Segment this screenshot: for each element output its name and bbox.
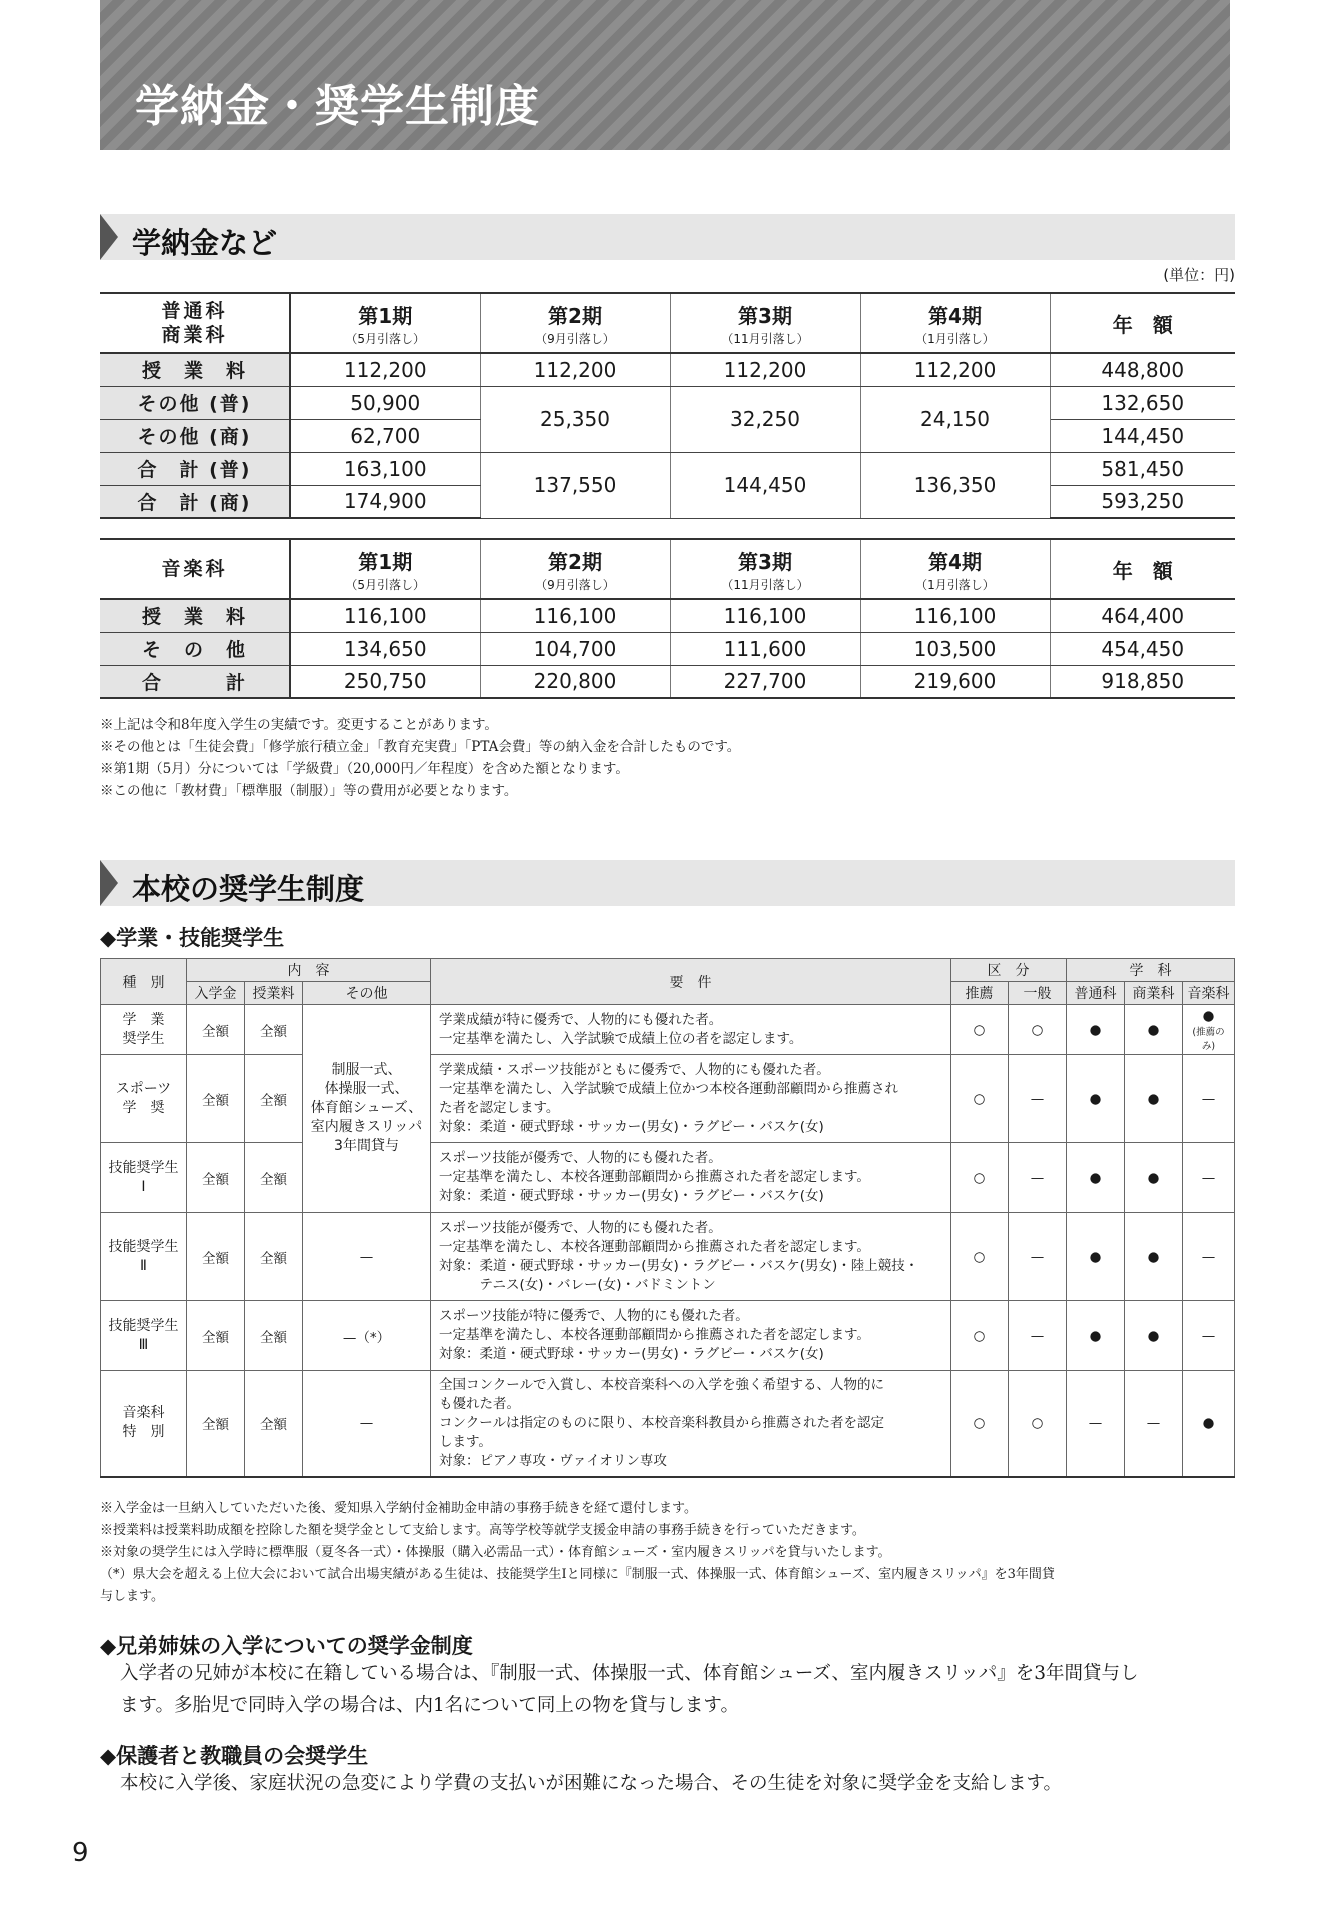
fee-table-ongaku xyxy=(100,538,1235,699)
table-row: スポーツ 学 奨 全額 全額 学業成績・スポーツ技能がともに優秀で、人物的にも優れた者。 一定基準を満たし、入学試験で成績上位かつ本校各運動部顧問から推薦され た者を認定します。 対象：柔道・硬式野球・サッカー(男女)・ラグビー・バスケ(女) ○ — ● ● — xyxy=(101,1055,1235,1143)
period-3-header: 第3期 （11月引落し） xyxy=(670,293,860,353)
sibling-heading: ◆兄弟姉妹の入学についての奨学金制度 xyxy=(100,1634,473,1658)
period-2-header: 第2期 （9月引落し） xyxy=(480,293,670,353)
header-category: 区 分 xyxy=(951,959,1067,982)
fee-notes: ※上記は令和8年度入学生の実績です。変更することがあります。 ※その他とは「生徒会費」「修学旅行積立金」「教育充実費」「PTA会費」等の納入金を合計したものです。 ※第1期（5月）分については「学級費」（20,000円／年程度）を含めた額となります。 ※この他に「教材費」「標準服（制服）」等の費用が必要となります。 xyxy=(100,717,741,799)
header-futsu: 普通科 xyxy=(1067,982,1125,1005)
table-row: 音楽科 特 別 全額 全額 — 全国コンクールで入賞し、本校音楽科への入学を強く希望する、人物的に も優れた者。 コンクールは指定のものに限り、本校音楽科教員から推薦された者を認定 します。 対象：ピアノ専攻・ヴァイオリン専攻 ○ ○ — — ● xyxy=(101,1371,1235,1477)
header-type: 種 別 xyxy=(101,959,187,1005)
header-requirements: 要 件 xyxy=(431,959,951,1005)
scholarship-notes: ※入学金は一旦納入していただいた後、愛知県入学納付金補助金申請の事務手続きを経て還付します。 ※授業料は授業料助成額を控除した額を奨学金として支給します。高等学校等就学支援金申請の事務手続きを行っていただきます。 ※対象の奨学生には入学時に標準服（夏冬各一式）・体操服（購入必需品一式）・体育館シューズ・室内履きスリッパを貸与いたします。 （*）県大会を超える上位大会において試合出場実績がある生徒は、技能奨学生Ⅰと同様に『制服一式、体操服一式、体育館シューズ、室内履きスリッパ』を3年間貸 与します。 xyxy=(100,1501,1055,1604)
sibling-text: 入学者の兄姉が本校に在籍している場合は、『制服一式、体操服一式、体育館シューズ、室内履きスリッパ』を3年間貸与し ます。多胎児で同時入学の場合は、内1名について同上の物を貸与します。 xyxy=(120,1663,1139,1716)
page-title: 学納金・奨学生制度 xyxy=(135,81,540,132)
table-row: 授 業 料 112,200 112,200 112,200 112,200 448,800 xyxy=(100,353,1235,386)
period-4-header: 第4期 （1月引落し） xyxy=(860,539,1050,599)
section-arrow-icon xyxy=(100,214,118,260)
table-row: そ の 他 134,650 104,700 111,600 103,500 454,450 xyxy=(100,632,1235,665)
guardian-text: 本校に入学後、家庭状況の急変により学費の支払いが困難になった場合、その生徒を対象に奨学金を支給します。 xyxy=(120,1773,1063,1794)
table-row: 授 業 料 116,100 116,100 116,100 116,100 464,400 xyxy=(100,599,1235,632)
header-ongaku: 音楽科 xyxy=(1183,982,1235,1005)
unit-label: (単位：円) xyxy=(1163,266,1235,284)
table-row: 技能奨学生 Ⅰ 全額 全額 スポーツ技能が優秀で、人物的にも優れた者。 一定基準を満たし、本校各運動部顧問から推薦された者を認定します。 対象：柔道・硬式野球・サッカー(男女)・ラグビー・バスケ(女) ○ — ● ● — xyxy=(101,1143,1235,1213)
shared-other-benefit: 制服一式、 体操服一式、 体育館シューズ、 室内履きスリッパ 3年間貸与 xyxy=(303,1005,431,1213)
annual-header: 年 額 xyxy=(1050,293,1235,353)
header-general: 一般 xyxy=(1009,982,1067,1005)
period-4-header: 第4期 （1月引落し） xyxy=(860,293,1050,353)
header-entrance: 入学金 xyxy=(187,982,245,1005)
period-1-header: 第1期 （5月引落し） xyxy=(290,293,480,353)
table-row: 合 計 (商) 174,900 593,250 xyxy=(100,485,1235,518)
header-other: その他 xyxy=(303,982,431,1005)
guardian-heading: ◆保護者と教職員の会奨学生 xyxy=(100,1744,369,1768)
header-tuition: 授業料 xyxy=(245,982,303,1005)
fees-section-title: 学納金など xyxy=(132,226,278,260)
table-row: 合 計 250,750 220,800 227,700 219,600 918,850 xyxy=(100,665,1235,698)
period-1-header: 第1期 （5月引落し） xyxy=(290,539,480,599)
annual-header: 年 額 xyxy=(1050,539,1235,599)
table-row: 学 業 奨学生 全額 全額 制服一式、 体操服一式、 体育館シューズ、 室内履きスリッパ 3年間貸与 学業成績が特に優秀で、人物的にも優れた者。 一定基準を満たし、入学試験で成績上位の者を認定します。 ○ ○ ● ● ● (推薦のみ) xyxy=(101,1005,1235,1055)
table-row: 技能奨学生 Ⅲ 全額 全額 —（*） スポーツ技能が特に優秀で、人物的にも優れた者。 一定基準を満たし、本校各運動部顧問から推薦された者を認定します。 対象：柔道・硬式野球・サッカー(男女)・ラグビー・バスケ(女) ○ — ● ● — xyxy=(101,1301,1235,1371)
fees-section-header xyxy=(100,214,1235,260)
header-content: 内 容 xyxy=(187,959,431,982)
fee-table-corner: 音楽科 xyxy=(100,539,290,599)
table-row: その他 (商) 62,700 144,450 xyxy=(100,419,1235,452)
section-arrow-icon xyxy=(100,860,118,906)
scholarship-section-header xyxy=(100,860,1235,906)
period-3-header: 第3期 （11月引落し） xyxy=(670,539,860,599)
page-number: 9 xyxy=(72,1838,89,1868)
academic-skill-heading: ◆学業・技能奨学生 xyxy=(100,926,285,950)
table-row: 技能奨学生 Ⅱ 全額 全額 — スポーツ技能が優秀で、人物的にも優れた者。 一定基準を満たし、本校各運動部顧問から推薦された者を認定します。 対象：柔道・硬式野球・サッカー(男女)・ラグビー・バスケ(男女)・陸上競技・ テニス(女)・バレー(女)・バドミントン ○ — ● ● — xyxy=(101,1213,1235,1301)
header-dept: 学 科 xyxy=(1067,959,1235,982)
scholarship-table xyxy=(100,958,1235,1478)
scholarship-section-title: 本校の奨学生制度 xyxy=(132,872,365,906)
fee-table-futsu-shougyou xyxy=(100,292,1235,519)
period-2-header: 第2期 （9月引落し） xyxy=(480,539,670,599)
fee-table-corner: 普通科 商業科 xyxy=(100,293,290,353)
header-shougyou: 商業科 xyxy=(1125,982,1183,1005)
table-row: その他 (普) 50,900 25,350 32,250 24,150 132,650 xyxy=(100,386,1235,419)
header-recommend: 推薦 xyxy=(951,982,1009,1005)
table-row: 合 計 (普) 163,100 137,550 144,450 136,350 581,450 xyxy=(100,452,1235,485)
